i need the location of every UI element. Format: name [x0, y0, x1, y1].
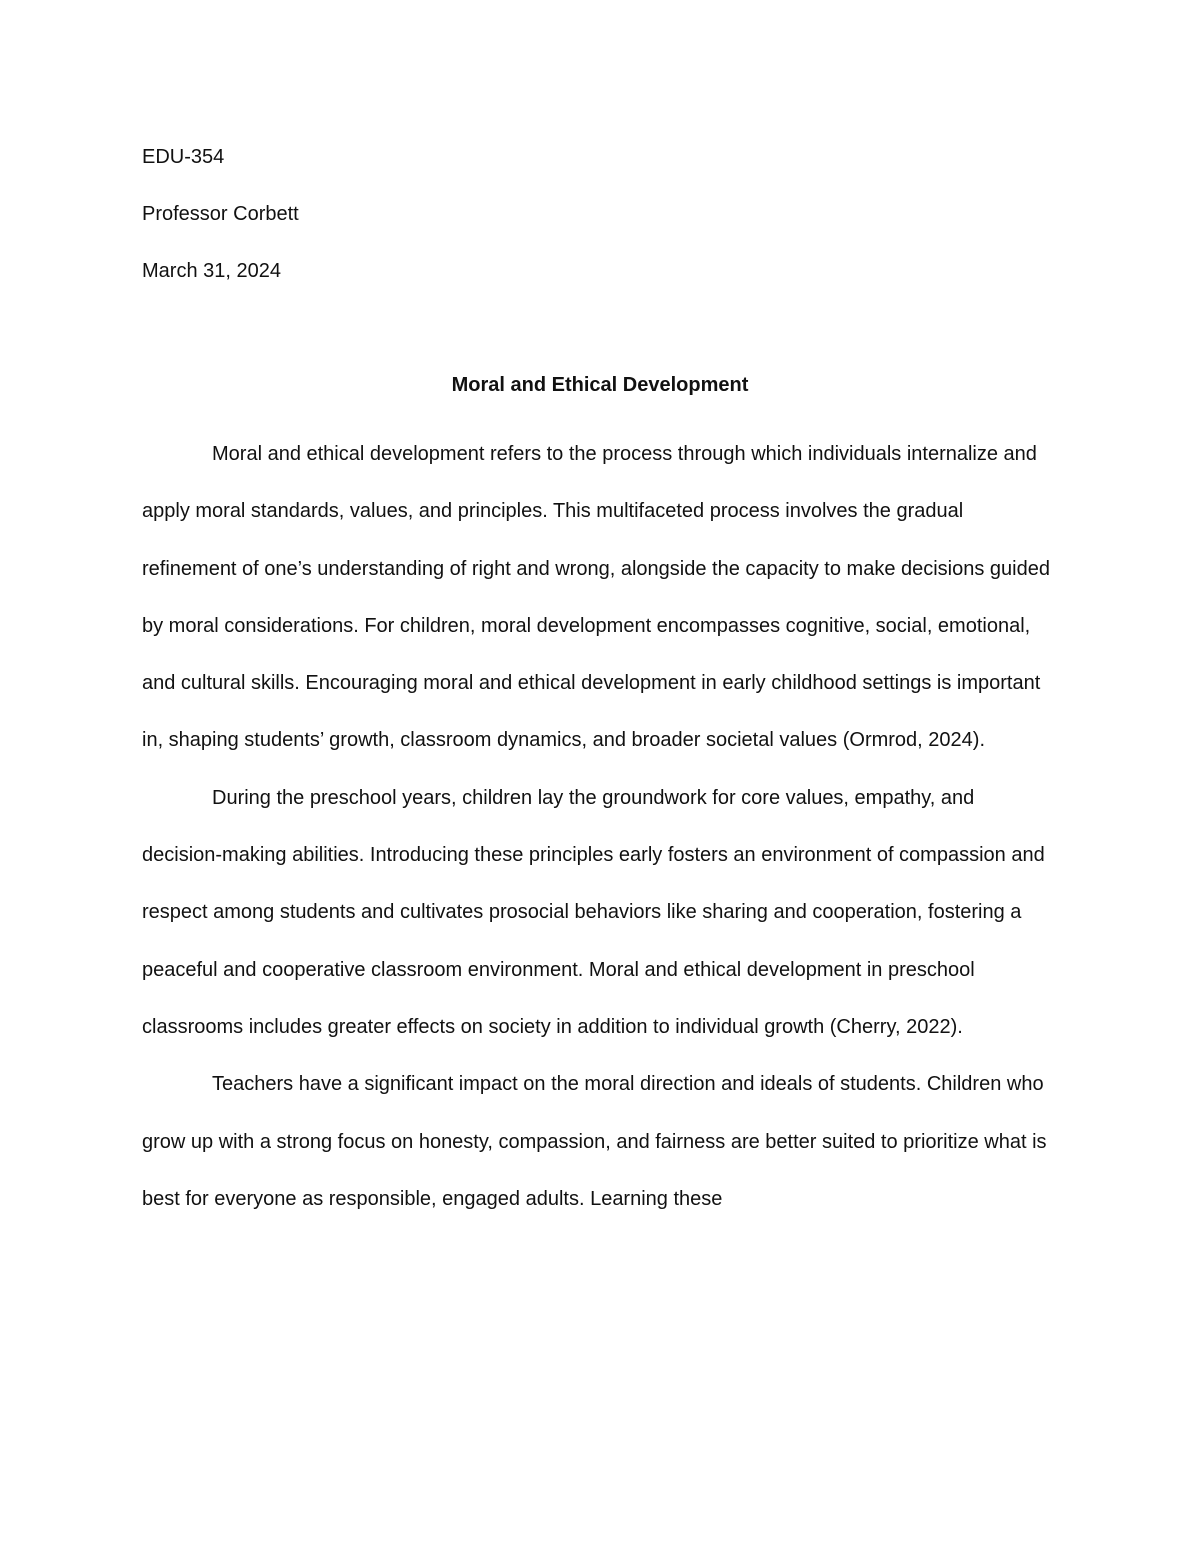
submission-date: March 31, 2024: [142, 260, 281, 282]
document-body: [142, 426, 1058, 1228]
professor-name: Professor Corbett: [142, 203, 299, 225]
document-title: Moral and Ethical Development: [451, 374, 749, 396]
paragraph-2: During the preschool years, children lay the groundwork for core values, empathy, and decision-making abilities. Introducing these principles early fosters an environment of compassion and respect among students and cultivates prosocial behaviors like sharing and cooperation, fostering a peaceful and cooperative classroom environment. Moral and ethical development in preschool classrooms includes greater effects on society in addition to individual growth (Cherry, 2022).: [142, 786, 1045, 1038]
header-block: [142, 141, 1058, 312]
paragraph-1: Moral and ethical development refers to the process through which individuals internalize and apply moral standards, values, and principles. This multifaceted process involves the gradual refinement of one’s understanding of right and wrong, alongside the capacity to make decisions guided by moral considerations. For children, moral development encompasses cognitive, social, emotional, and cultural skills. Encouraging moral and ethical development in early childhood settings is important in, shaping students’ growth, classroom dynamics, and broader societal values (Ormrod, 2024).: [142, 443, 1050, 752]
paragraph-3: Teachers have a significant impact on the moral direction and ideals of students. Children who grow up with a strong focus on honesty, compassion, and fairness are better suited to prioritize what is best for everyone as responsible, engaged adults. Learning these: [142, 1073, 1047, 1210]
course-code: EDU-354: [142, 146, 225, 168]
